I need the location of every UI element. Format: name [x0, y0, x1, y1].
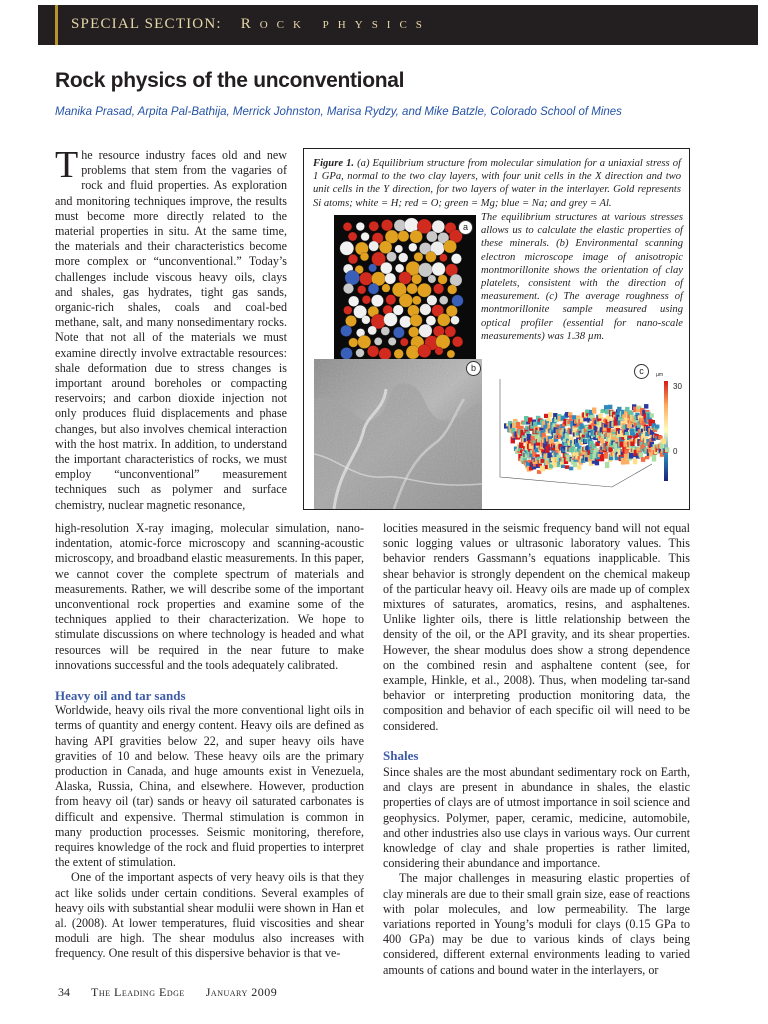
- atom-sphere: [426, 251, 437, 262]
- colorbar: [664, 381, 668, 481]
- surface-cell: [608, 405, 612, 409]
- atom-sphere: [369, 264, 377, 272]
- section-topic: Rock physics: [240, 16, 431, 32]
- atom-sphere: [395, 245, 403, 253]
- surface-cell: [600, 438, 604, 444]
- atom-sphere: [361, 232, 370, 241]
- surface-cell: [541, 466, 545, 471]
- atom-sphere: [398, 253, 408, 263]
- surface-cell: [628, 435, 632, 438]
- colorbar-top-label: 30: [673, 382, 682, 391]
- surface-cell: [645, 456, 649, 459]
- figure-caption-top: [313, 157, 681, 210]
- atom-sphere: [435, 347, 443, 355]
- surface-cell: [662, 439, 666, 444]
- left-column-continued: [55, 521, 364, 962]
- page-footer: [58, 985, 277, 1000]
- heavy-oil-paragraph-1: Worldwide, heavy oils rival the more conventional light oils in terms of quantity and energy content. Heavy oils are defined as having API gravities below 22, and super heavy oils have gravities of 10 and below. These heavy oils are the primary production in Canada, and huge amounts exist in Venezuela, Alaska, Russia, China, and elsewhere. However, production from heavy oil (tar) sands or heavy oil saturated carbonates is difficult and expensive. Thermal stimulation is common in many production processes. Seismic monitoring, therefore, requires knowledge of the rock and fluid properties to interpret the extent of stimulation.: [55, 703, 364, 870]
- roughness-profile-image: [482, 359, 689, 509]
- atom-sphere: [447, 350, 455, 358]
- atom-sphere: [426, 231, 437, 242]
- heavy-oil-heading: Heavy oil and tar sands: [55, 688, 186, 704]
- surface-cell: [539, 428, 543, 431]
- atom-sphere: [444, 240, 457, 253]
- section-banner: [38, 5, 758, 45]
- journal-name: The Leading Edge: [91, 985, 185, 999]
- section-label: SPECIAL SECTION:: [71, 16, 222, 32]
- panel-label-b: b: [466, 361, 481, 376]
- author-line: Manika Prasad, Arpita Pal-Bathija, Merrick Johnston, Marisa Rydzy, and Mike Batzle, Colorado School of Mines: [55, 106, 622, 118]
- figure-caption-top-text: (a) Equilibrium structure from molecular simulation for a uniaxial stress of 1 GPa, normal to the two clay layers, with four unit cells in the X direction and two unit cells in the Y direction, for two layers of water in the interlayer. Gold represents Si atoms; white = H; red = O; green = Mg; blue = Na; and grey = Al.: [313, 158, 681, 209]
- atom-sphere: [341, 325, 352, 336]
- atom-sphere: [433, 284, 443, 294]
- atom-sphere: [362, 316, 371, 325]
- atom-sphere: [418, 344, 431, 357]
- surface-cell: [655, 425, 659, 429]
- atom-sphere: [426, 316, 436, 326]
- atom-sphere: [409, 243, 418, 252]
- atom-sphere: [344, 306, 353, 315]
- atom-sphere: [360, 252, 369, 261]
- atom-sphere: [340, 241, 354, 255]
- atom-sphere: [359, 272, 372, 285]
- atom-sphere: [345, 270, 360, 285]
- atom-sphere: [356, 349, 365, 358]
- atom-sphere: [451, 316, 460, 325]
- atom-sphere: [348, 232, 357, 241]
- atom-sphere: [343, 222, 352, 231]
- banner-rule: [55, 5, 58, 45]
- surface-cell: [650, 413, 654, 417]
- atom-sphere: [369, 221, 379, 231]
- article-title: Rock physics of the unconventional: [55, 69, 405, 92]
- figure-caption-right: The equilibrium structures at various stresses allows us to calculate the elastic properties of these minerals. (b) Environmental scanning electron microscope image of anisotropic montmorillonite shows the orientation of clay platelets, consistent with the direction of measurement. (c) The average roughness of montmorillonite sample measured using optical profiler (essential for nano-scale measurements) was 1.38 µm.: [481, 212, 683, 342]
- surface-cell: [561, 465, 565, 468]
- atom-sphere: [388, 337, 396, 345]
- atom-sphere: [382, 284, 390, 292]
- atom-sphere: [371, 295, 383, 307]
- surface-cell: [519, 426, 523, 429]
- surface-cell: [572, 415, 576, 419]
- surface-cell: [524, 416, 528, 421]
- banner-text: [71, 16, 431, 33]
- atom-sphere: [380, 262, 392, 274]
- surface-cell: [583, 418, 587, 421]
- surface-cell: [665, 447, 669, 452]
- molecular-structure-image: [334, 215, 476, 365]
- atom-sphere: [343, 283, 353, 293]
- atom-sphere: [381, 220, 392, 231]
- shales-heading: Shales: [383, 747, 419, 763]
- atom-sphere: [451, 254, 461, 264]
- atom-sphere: [439, 254, 447, 262]
- intro-text-b: high-resolution X-ray imaging, molecular simulation, nano-indentation, atomic-force microscopy and scanning-acoustic microscopy, and broadband elastic measurements. In this paper, we cannot cover the complete spectrum of materials and measurements. Rather, we will describe some of the important unconventional rock properties and examine some of the techniques applied to their characterization. We hope to stimulate discussions on where technology is headed and what resources will be required in the near future to make innovations successful and the tools adequately calibrated.: [55, 521, 364, 672]
- atom-sphere: [367, 346, 379, 358]
- atom-sphere: [398, 231, 409, 242]
- atom-sphere: [400, 338, 408, 346]
- atom-sphere: [348, 296, 359, 307]
- atom-sphere: [348, 254, 358, 264]
- surface-cell: [573, 462, 577, 467]
- surface-cell: [652, 455, 656, 462]
- atom-sphere: [385, 273, 396, 284]
- atom-sphere: [381, 327, 390, 336]
- colorbar-unit: µm: [656, 372, 664, 378]
- surface-cell: [604, 452, 608, 459]
- drop-cap: T: [55, 144, 79, 186]
- atom-sphere: [410, 230, 423, 243]
- surface-cell: [598, 414, 602, 419]
- atom-sphere: [362, 295, 371, 304]
- surface-cell: [519, 442, 523, 448]
- atom-sphere: [432, 262, 446, 276]
- atom-sphere: [369, 241, 379, 251]
- atom-sphere: [417, 283, 431, 297]
- col2-paragraph-1: locities measured in the seismic frequency band will not equal sonic logging values or ultrasonic laboratory values. This behavior renders Gassmann’s equations inapplicable. This shear behavior is strongly dependent on the chemical makeup of the particular heavy oil. Heavy oils are made up of complex mixtures of saturates, aromatics, resins, and asphaltenes. Unlike lighter oils, there is little relationship between the density of the oil, or the API gravity, and its shear properties. However, the shear modulus does show a strong dependence on the combined resin and asphaltene content (see, for example, Hinkle, et al., 2008). Thus, when modeling tar-sand behavior or interpreting production monitoring data, the composition and behavior of each specific oil will need to be considered.: [383, 521, 690, 733]
- heavy-oil-paragraph-2: One of the important aspects of very heavy oils is that they act like solids under certain conditions. Several examples of heavy oils with substantial shear modulii were shown in Han et al. (2008). At lower temperatures, fluid viscosities and shear moduli are high. The shear modulus also increases with frequency. One result of this dispersive behavior is that ve-: [55, 870, 364, 961]
- atom-sphere: [341, 347, 353, 359]
- surface-cell: [569, 467, 573, 471]
- atom-sphere: [394, 349, 404, 359]
- atom-sphere: [419, 324, 432, 337]
- atom-sphere: [393, 327, 404, 338]
- surface-cell: [641, 457, 645, 462]
- atom-sphere: [452, 295, 464, 307]
- atom-sphere: [400, 316, 412, 328]
- atom-sphere: [439, 296, 448, 305]
- atom-sphere: [349, 338, 358, 347]
- atom-sphere: [395, 264, 404, 273]
- atom-sphere: [412, 274, 422, 284]
- atom-sphere: [356, 222, 365, 231]
- surface-cell: [644, 404, 648, 409]
- sem-micrograph: [314, 359, 482, 509]
- atom-sphere: [437, 314, 450, 327]
- atom-sphere: [399, 294, 413, 308]
- atom-sphere: [407, 283, 418, 294]
- colorbar-mid-label: 0: [673, 447, 678, 456]
- surface-cell: [553, 463, 557, 468]
- surface-cell: [605, 462, 609, 468]
- figure-1: [303, 148, 690, 510]
- surface-cell: [605, 409, 609, 414]
- atom-sphere: [384, 313, 398, 327]
- atom-sphere: [387, 252, 397, 262]
- atom-sphere: [358, 335, 371, 348]
- atom-sphere: [427, 295, 437, 305]
- shales-paragraph-1: Since shales are the most abundant sedimentary rock on Earth, and clays are present in abundance in shales, the elastic properties of clays are of utmost importance in soil science and geophysics. Polymer, paper, ceramic, medicine, automobile, and other industries also use clays in various ways. Our current knowledge of clay and shale properties is rather limited, considering their abundance and importance.: [383, 765, 690, 871]
- surface-cell: [565, 465, 569, 469]
- atom-sphere: [368, 326, 377, 335]
- atom-sphere: [450, 274, 462, 286]
- surface-cell: [577, 465, 581, 470]
- shales-paragraph-2: The major challenges in measuring elastic properties of clay minerals are due to their small grain size, ease of reactions with polar molecules, and low permeability. The large variations reported in Young’s moduli for clays (0.15 GPa to 400 GPa) may be due to various kinds of clays being considered, different external environments leading to varied amounts of cations and bound water in the interlayers, or: [383, 871, 690, 977]
- intro-text-a: he resource industry faces old and new problems that stem from the vagaries of rock and fluid properties. As exploration and monitoring techniques improve, the results must become more directly related to the material properties in situ. At the same time, the materials and their characteristics become more complex or “unconventional.” Today’s challenges include viscous heavy oils, clays and shales, gas hydrates, tight gas sands, organic-rich shales, coals and coal-bed methane, salt, and many nonsedimentary rocks. Note that not all of the materials we must examine directly involve extractable resources: shale deformation due to stress changes is important around boreholes or compacting reservoirs; and carbon dioxide injection not only produces fluid displacements and phase changes, but also involves chemical interaction with the host matrix. In addition, to understand the important characteristics of rocks, we must employ “unconventional” measurement techniques such as polymer and surface chemistry, nuclear magnetic resonance,: [55, 148, 287, 512]
- atom-sphere: [420, 304, 431, 315]
- atom-sphere: [452, 336, 463, 347]
- atom-sphere: [368, 283, 379, 294]
- surface-cell: [548, 412, 552, 417]
- surface-cell: [545, 446, 549, 453]
- sem-image: [314, 359, 482, 509]
- surface-cell: [633, 459, 637, 465]
- right-column: [383, 521, 690, 978]
- surface-cell: [522, 422, 526, 425]
- atom-sphere: [412, 296, 421, 305]
- atom-sphere: [418, 263, 432, 277]
- surface-cell: [625, 432, 629, 435]
- page-number: 34: [58, 985, 70, 999]
- panel-label-a: a: [458, 220, 473, 235]
- atoms-rendering: [334, 215, 476, 365]
- atom-sphere: [428, 275, 436, 283]
- atom-sphere: [414, 252, 423, 261]
- surface-cell: [592, 408, 596, 414]
- surface-profile-plot: [482, 359, 689, 509]
- surface-cell: [544, 414, 548, 418]
- atom-sphere: [436, 335, 450, 349]
- atom-sphere: [357, 285, 366, 294]
- panel-label-c: c: [634, 364, 649, 379]
- atom-sphere: [438, 275, 448, 285]
- atom-sphere: [410, 314, 422, 326]
- intro-paragraph: [55, 144, 287, 513]
- atom-sphere: [447, 285, 457, 295]
- atom-sphere: [386, 295, 396, 305]
- issue-date: January 2009: [205, 985, 278, 999]
- surface-cell: [639, 452, 643, 458]
- atom-sphere: [374, 337, 382, 345]
- figure-label: Figure 1.: [313, 158, 355, 169]
